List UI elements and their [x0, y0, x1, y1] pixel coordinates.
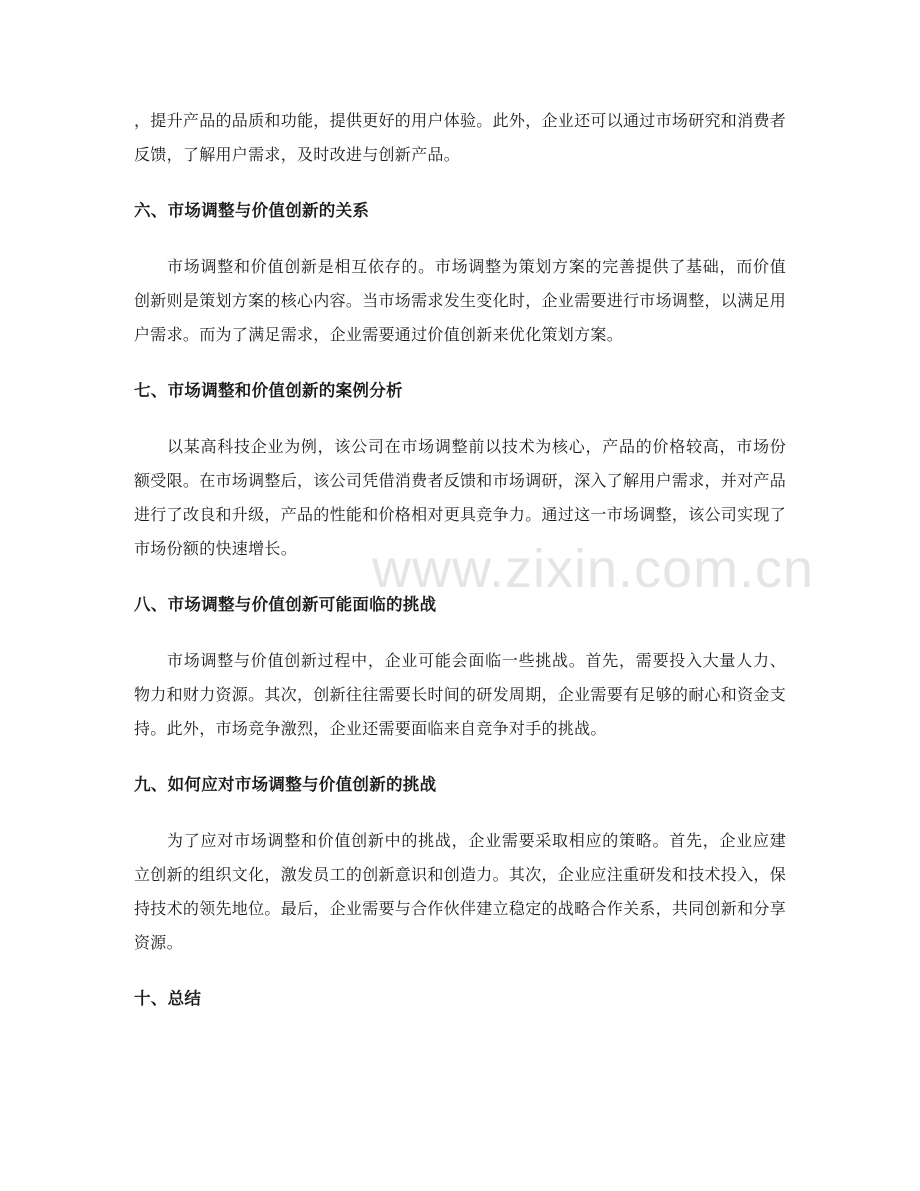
- intro-paragraph: ，提升产品的品质和功能，提供更好的用户体验。此外，企业还可以通过市场研究和消费者反馈，了解用户需求，及时改进与创新产品。: [134, 111, 787, 164]
- section-heading-7: 七、市场调整和价值创新的案例分析: [134, 381, 403, 400]
- section-paragraph-9: 为了应对市场调整和价值创新中的挑战，企业需要采取相应的策略。首先，企业应建立创新的组织文化，激发员工的创新意识和创造力。其次，企业应注重研发和技术投入，保持技术的领先地位。最后，企业需要与合作伙伴建立稳定的战略合作关系，共同创新和分享资源。: [134, 831, 787, 952]
- section-heading-6: 六、市场调整与价值创新的关系: [134, 201, 370, 220]
- section-heading-9: 九、如何应对市场调整与价值创新的挑战: [134, 775, 437, 794]
- watermark: www.zixin.com.cn: [372, 539, 815, 599]
- section-heading-8: 八、市场调整与价值创新可能面临的挑战: [134, 595, 437, 614]
- document-body: [134, 104, 786, 1016]
- section-heading-10: 十、总结: [134, 989, 202, 1008]
- section-paragraph-6: 市场调整和价值创新是相互依存的。市场调整为策划方案的完善提供了基础，而价值创新则是策划方案的核心内容。当市场需求发生变化时，企业需要进行市场调整，以满足用户需求。而为了满足需求，企业需要通过价值创新来优化策划方案。: [134, 257, 787, 344]
- section-paragraph-7: 以某高科技企业为例，该公司在市场调整前以技术为核心，产品的价格较高，市场份额受限。在市场调整后，该公司凭借消费者反馈和市场调研，深入了解用户需求，并对产品进行了改良和升级，产品的性能和价格相对更具竞争力。通过这一市场调整，该公司实现了市场份额的快速增长。: [134, 437, 787, 558]
- section-paragraph-8: 市场调整与价值创新过程中，企业可能会面临一些挑战。首先，需要投入大量人力、物力和财力资源。其次，创新往往需要长时间的研发周期，企业需要有足够的耐心和资金支持。此外，市场竞争激烈，企业还需要面临来自竞争对手的挑战。: [134, 651, 787, 738]
